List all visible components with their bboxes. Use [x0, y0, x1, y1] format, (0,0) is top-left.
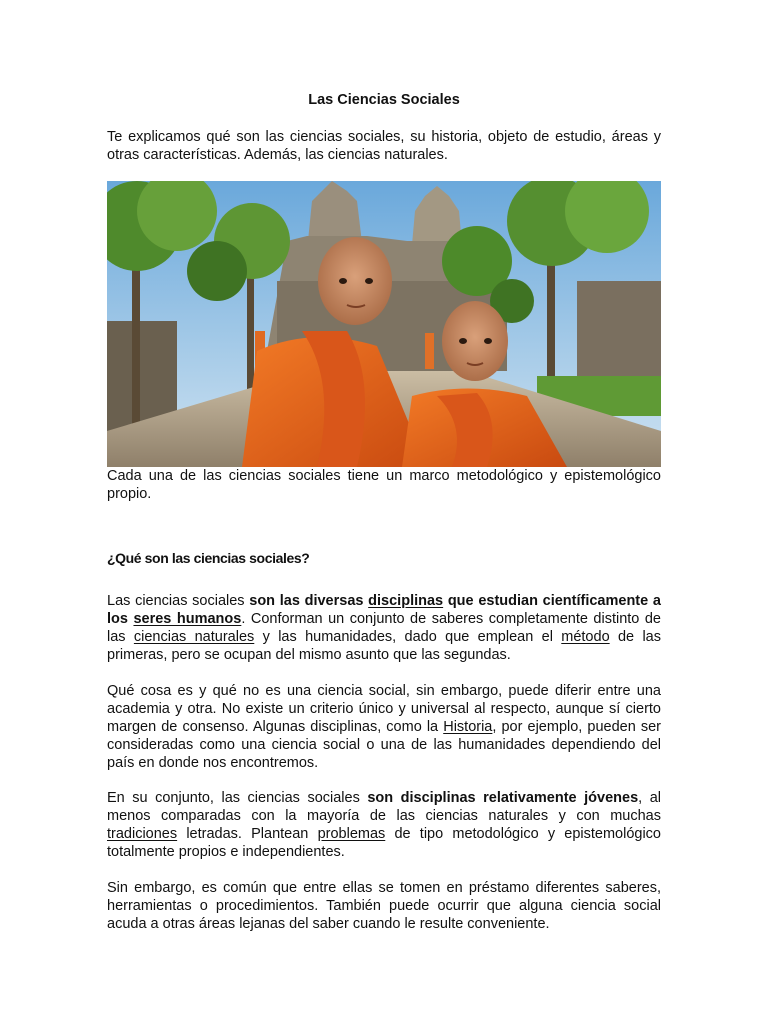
p3-text-1: En su conjunto, las ciencias sociales: [107, 790, 368, 806]
p1-bold-text-2: que estudian científicamente a los: [107, 593, 661, 627]
link-problemas[interactable]: problemas: [317, 826, 386, 842]
p1-text-4: de las primeras, pero se ocupan del mismo asunto que las segundas.: [107, 629, 661, 663]
paragraph-3: [107, 789, 661, 861]
link-historia[interactable]: Historia: [443, 719, 493, 735]
p2-text-1: Qué cosa es y qué no es una ciencia social, sin embargo, puede diferir entre una academia y otra. No existe un criterio único y universal al respecto, aunque sí cierto margen de consenso. Algunas disciplinas, como la: [107, 683, 661, 735]
monks-photo: [107, 181, 661, 467]
paragraph-1: [107, 592, 661, 664]
p3-text-2: , al menos comparadas con la mayoría de las ciencias naturales y con muchas: [107, 790, 661, 824]
link-tradiciones[interactable]: tradiciones: [107, 826, 178, 842]
link-disciplinas[interactable]: disciplinas: [368, 593, 444, 609]
p3-bold-1: son disciplinas relativamente jóvenes: [367, 790, 639, 806]
p1-bold-text-1: son las diversas: [249, 593, 369, 609]
p2-text-2: , por ejemplo, pueden ser consideradas como una ciencia social o una de las humanidades dependiendo del país en donde nos encontremos.: [107, 719, 662, 771]
p3-text-4: de tipo metodológico y epistemológico totalmente propios e independientes.: [107, 826, 661, 860]
link-metodo[interactable]: método: [561, 629, 610, 645]
link-ciencias-naturales[interactable]: ciencias naturales: [133, 629, 255, 645]
p1-text-1: Las ciencias sociales: [107, 593, 250, 609]
p1-text-3: y las humanidades, dado que emplean el: [254, 629, 562, 645]
paragraph-4: Sin embargo, es común que entre ellas se tomen en préstamo diferentes saberes, herramientas o procedimientos. También puede ocurrir que alguna ciencia social acuda a otras áreas lejanas del saber cuando le resulte conveniente.: [107, 880, 661, 932]
page-title: Las Ciencias Sociales: [308, 92, 460, 108]
p1-text-2: . Conforman un conjunto de saberes completamente distinto de las: [107, 611, 661, 645]
link-seres-humanos[interactable]: seres humanos: [133, 611, 242, 627]
photo-caption: Cada una de las ciencias sociales tiene un marco metodológico y epistemológico propio.: [107, 468, 661, 502]
section-heading: ¿Qué son las ciencias sociales?: [107, 550, 310, 566]
intro-paragraph: Te explicamos qué son las ciencias sociales, su historia, objeto de estudio, áreas y otras características. Además, las ciencias naturales.: [107, 129, 661, 163]
p3-text-3: letradas. Plantean: [177, 826, 318, 842]
paragraph-2: [107, 682, 661, 772]
